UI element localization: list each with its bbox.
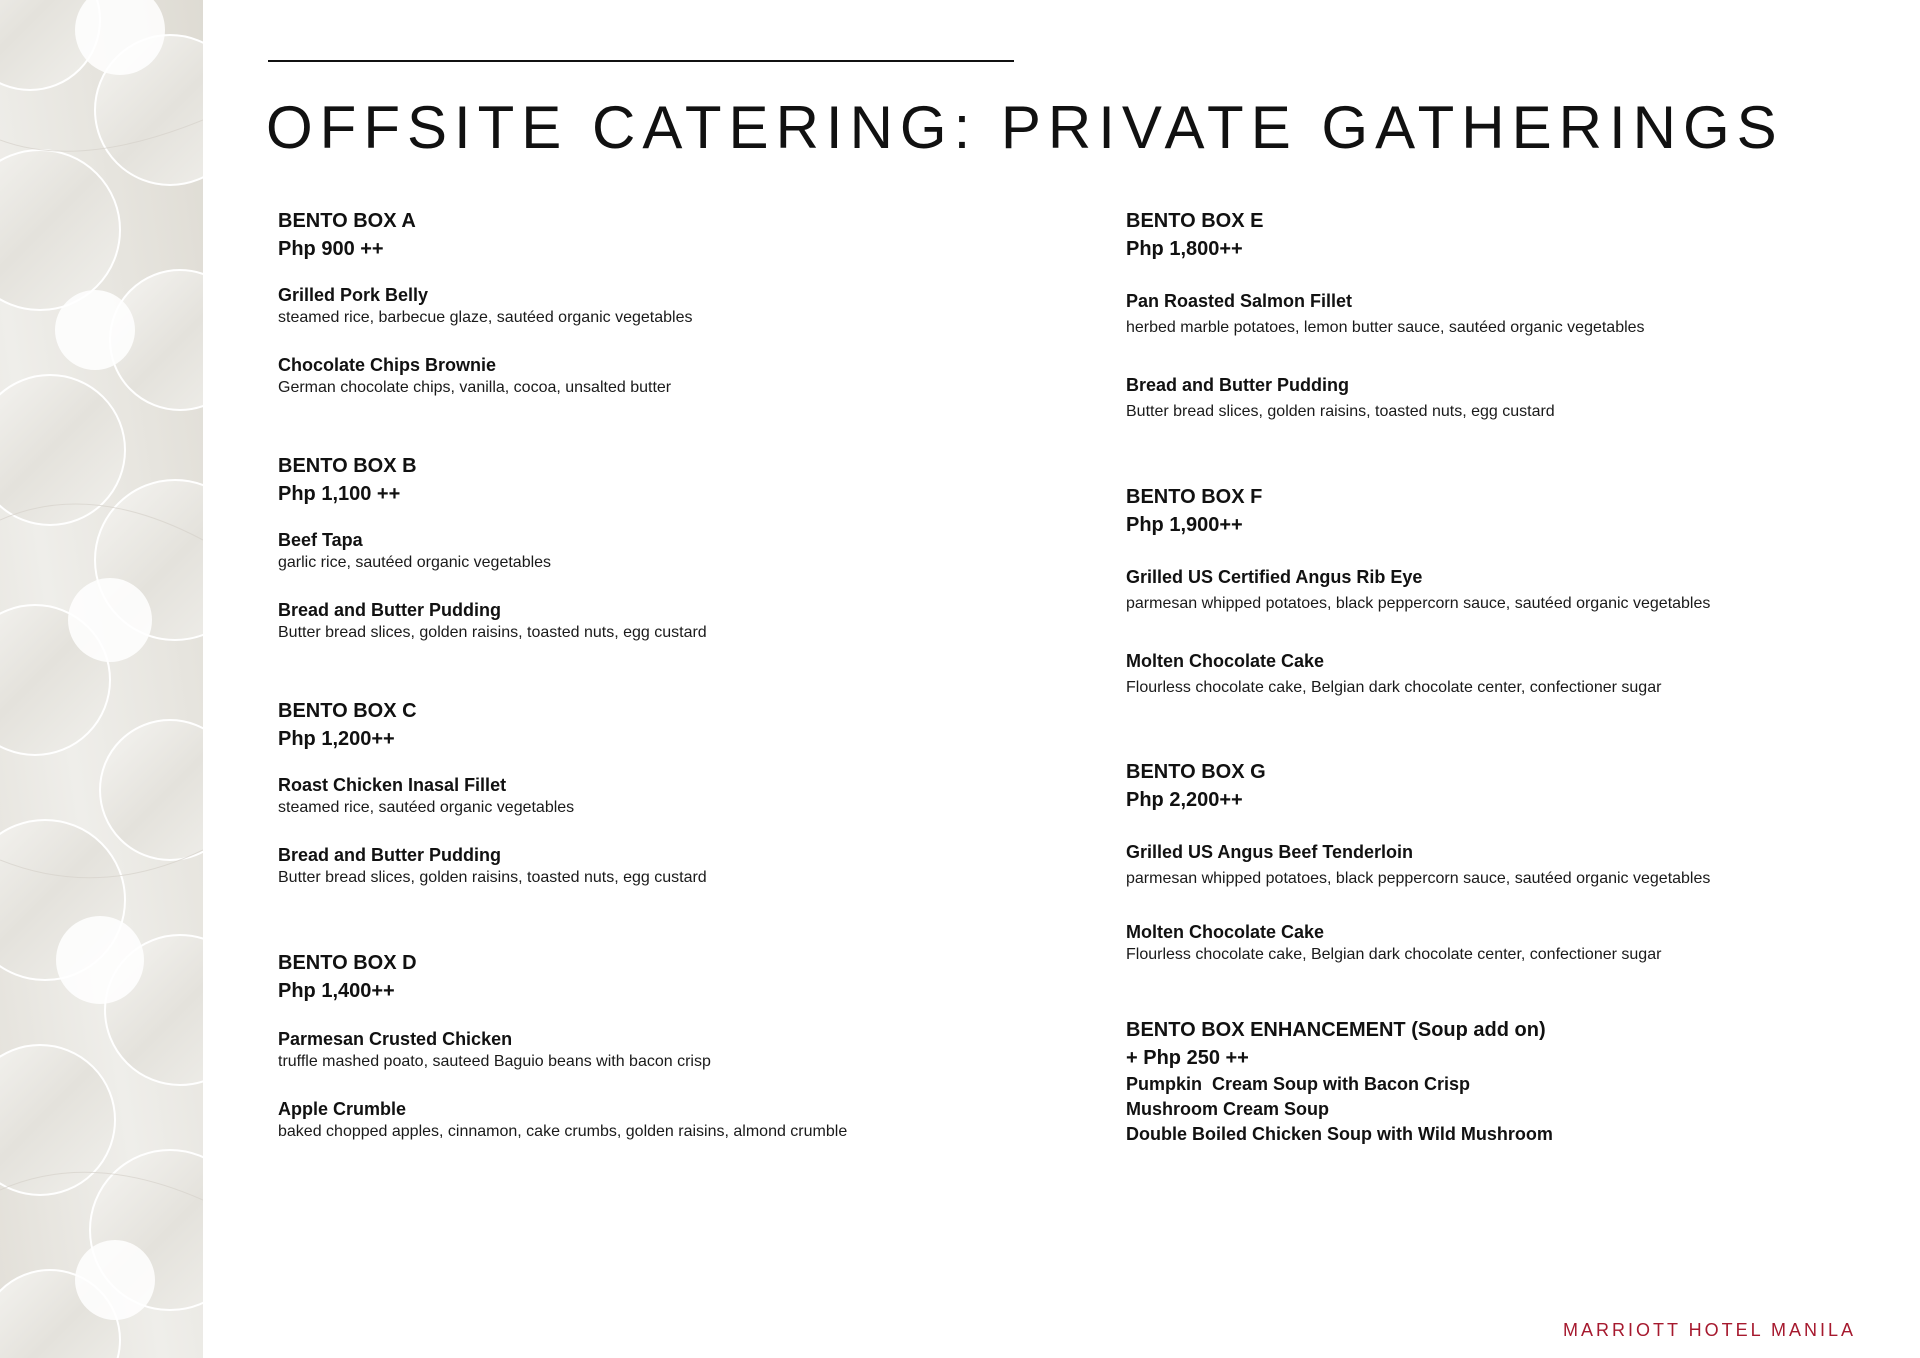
bento-box-enhancement bbox=[1126, 1016, 1553, 1147]
box-price: Php 1,200++ bbox=[278, 728, 395, 750]
item-desc: Butter bread slices, golden raisins, toasted nuts, egg custard bbox=[278, 869, 707, 886]
item-name: Apple Crumble bbox=[278, 1099, 407, 1119]
box-price: Php 1,900++ bbox=[1126, 514, 1243, 536]
item-desc: German chocolate chips, vanilla, cocoa, unsalted butter bbox=[278, 379, 672, 396]
box-title: BENTO BOX E bbox=[1126, 210, 1264, 232]
box-price: Php 1,100 ++ bbox=[278, 483, 401, 505]
box-title: BENTO BOX B bbox=[278, 455, 417, 477]
bento-box-b bbox=[278, 452, 707, 644]
enhancement-title: BENTO BOX ENHANCEMENT (Soup add on) bbox=[1126, 1019, 1546, 1041]
item-desc: truffle mashed poato, sauteed Baguio beans with bacon crisp bbox=[278, 1053, 711, 1070]
item-name: Beef Tapa bbox=[278, 530, 363, 550]
soup-item: Double Boiled Chicken Soup with Wild Mushroom bbox=[1126, 1124, 1553, 1144]
item-name: Bread and Butter Pudding bbox=[278, 600, 502, 620]
item-desc: Flourless chocolate cake, Belgian dark chocolate center, confectioner sugar bbox=[1126, 946, 1662, 963]
box-title: BENTO BOX F bbox=[1126, 486, 1263, 508]
item-desc: Butter bread slices, golden raisins, toasted nuts, egg custard bbox=[278, 624, 707, 641]
bento-box-a bbox=[278, 207, 692, 399]
box-title: BENTO BOX C bbox=[278, 700, 417, 722]
bento-box-d bbox=[278, 949, 847, 1143]
item-name: Molten Chocolate Cake bbox=[1126, 651, 1325, 671]
item-name: Grilled Pork Belly bbox=[278, 285, 429, 305]
bento-box-g bbox=[1126, 758, 1710, 966]
item-name: Grilled US Certified Angus Rib Eye bbox=[1126, 567, 1423, 587]
item-desc: Butter bread slices, golden raisins, toasted nuts, egg custard bbox=[1126, 403, 1555, 420]
item-name: Bread and Butter Pudding bbox=[278, 845, 502, 865]
box-title: BENTO BOX D bbox=[278, 952, 417, 974]
item-desc: baked chopped apples, cinnamon, cake crumbs, golden raisins, almond crumble bbox=[278, 1123, 848, 1140]
top-divider bbox=[268, 60, 1014, 62]
box-price: Php 900 ++ bbox=[278, 238, 384, 260]
brand-footer: MARRIOTT HOTEL MANILA bbox=[1562, 1320, 1856, 1340]
item-desc: parmesan whipped potatoes, black peppercorn sauce, sautéed organic vegetables bbox=[1126, 595, 1711, 612]
item-name: Molten Chocolate Cake bbox=[1126, 922, 1325, 942]
item-name: Bread and Butter Pudding bbox=[1126, 375, 1350, 395]
item-desc: herbed marble potatoes, lemon butter sauce, sautéed organic vegetables bbox=[1126, 319, 1645, 336]
bento-box-c bbox=[278, 697, 707, 889]
bento-box-f bbox=[1126, 483, 1710, 699]
item-desc: steamed rice, sautéed organic vegetables bbox=[278, 799, 575, 816]
soup-item: Mushroom Cream Soup bbox=[1126, 1099, 1330, 1119]
box-price: Php 1,400++ bbox=[278, 980, 395, 1002]
item-name: Roast Chicken Inasal Fillet bbox=[278, 775, 507, 795]
box-price: Php 2,200++ bbox=[1126, 789, 1243, 811]
item-desc: parmesan whipped potatoes, black peppercorn sauce, sautéed organic vegetables bbox=[1126, 870, 1711, 887]
item-name: Chocolate Chips Brownie bbox=[278, 355, 497, 375]
box-price: Php 1,800++ bbox=[1126, 238, 1243, 260]
decorative-marble-pattern bbox=[0, 0, 203, 1358]
enhancement-price: + Php 250 ++ bbox=[1126, 1047, 1249, 1069]
item-name: Pan Roasted Salmon Fillet bbox=[1126, 291, 1353, 311]
item-desc: Flourless chocolate cake, Belgian dark chocolate center, confectioner sugar bbox=[1126, 679, 1662, 696]
item-desc: garlic rice, sautéed organic vegetables bbox=[278, 554, 552, 571]
bento-box-e bbox=[1126, 207, 1645, 423]
box-title: BENTO BOX G bbox=[1126, 761, 1266, 783]
item-name: Parmesan Crusted Chicken bbox=[278, 1029, 513, 1049]
box-title: BENTO BOX A bbox=[278, 210, 416, 232]
page-title: OFFSITE CATERING: PRIVATE GATHERINGS bbox=[266, 94, 1784, 161]
item-name: Grilled US Angus Beef Tenderloin bbox=[1126, 842, 1414, 862]
item-desc: steamed rice, barbecue glaze, sautéed organic vegetables bbox=[278, 309, 693, 326]
soup-item: Pumpkin Cream Soup with Bacon Crisp bbox=[1126, 1074, 1471, 1094]
